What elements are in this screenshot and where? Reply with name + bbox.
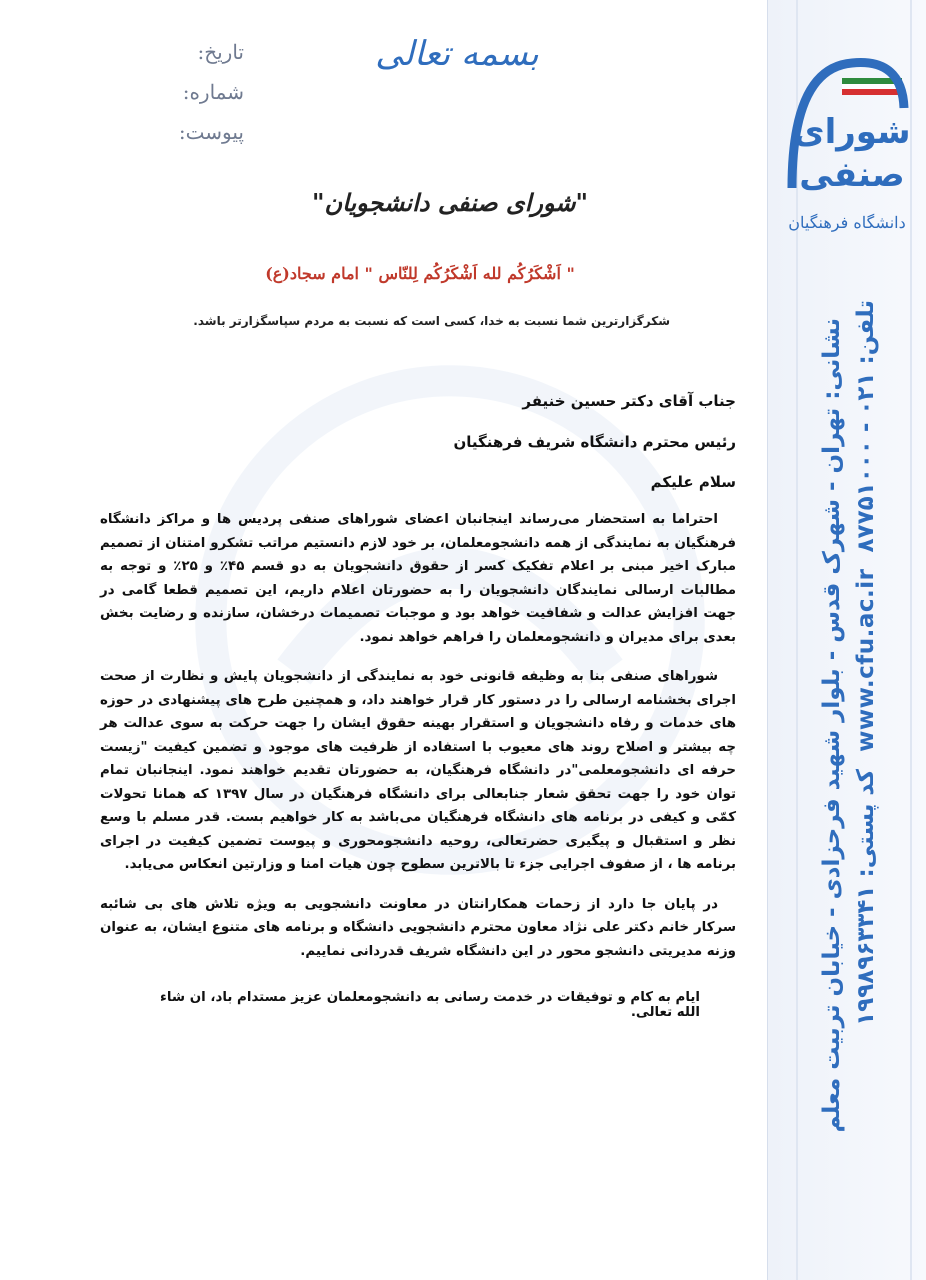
- letterhead-sidebar: [767, 0, 926, 1280]
- header-meta: [170, 32, 244, 152]
- number-label: شماره:: [182, 80, 244, 104]
- flag-stripe-red: [842, 89, 902, 95]
- address-text: نشانی: تهران - شهرک قدس - بلوار شهید فرحزادی - خیابان تربیت معلم: [819, 318, 845, 1133]
- paragraph: شوراهای صنفی بنا به وظیفه قانونی خود به نمایندگی از دانشجویان پایش و نظارت از صحت اجرای بخشنامه ارسالی را در دستور کار قرار خواهند داد، و همچنین طرح های پیشنهادی در حوزه های خدمات و رفاه دانشجویان و استقرار بهینه حقوق ایشان را جهت حرکت به سوی عدالت هر چه بیشتر و اصلاح روند های معیوب با استفاده از ظرفیت های موجود و تضمین کیفیت "زیست حرفه ای دانشجومعلمی"در دانشگاه فرهنگیان، به حضورتان تقدیم خواهند نمود. اینجانبان تمام توان خود را جهت تحقق شعار جنابعالی برای دانشگاه فرهنگیان در سال ۱۳۹۷ که همانا تحولات کمّی و کیفی در برنامه های دانشگاه فرهنگیان می‌باشد به کار خواهیم بست. قدر مسلم با وسع نظر و استقبال و پیگیری حضرتعالی، روحیه دانشجومحوری و پیوست تضمین کیفیت در اجرای برنامه ها ، از صفوف اجرایی جزء تا بالاترین سطوح چون هیات امنا و وزارتین انعکاس می‌یابد.: [100, 669, 736, 872]
- logo-line1: شورای: [793, 112, 911, 152]
- council-title: "شورای صنفی دانشجویان": [312, 188, 588, 217]
- greeting: سلام علیکم: [650, 473, 736, 491]
- recipient-name: جناب آقای دکتر حسین خنیفر: [522, 392, 736, 410]
- basmala-text: بسمه تعالی: [375, 34, 539, 74]
- basmala-calligraphy: [375, 10, 539, 90]
- date-label: تاریخ:: [197, 40, 244, 64]
- postal-code-text: کد پستی: ۱۹۹۸۹۶۳۳۴۱: [853, 768, 879, 1026]
- council-logo: [782, 38, 912, 238]
- closing-line: ایام به کام و توفیقات در خدمت رسانی به دانشجومعلمان عزیز مستدام باد، ان شاء الله تعالی.: [159, 990, 700, 1020]
- flag-stripe-white: [842, 84, 902, 89]
- attachment-label: پیوست:: [178, 120, 244, 144]
- phone-line: [848, 300, 884, 1026]
- paragraph: در پایان جا دارد از زحمات همکارانتان در معاونت دانشجویی به ویژه تلاش های بی شائبه سرکار خانم دکتر علی نژاد معاون محترم دانشجویی دانشگاه و برنامه های متنوع ایشان، به عنوان وزنه مدیریتی دانشجو محور در این دانشگاه شریف قدردانی نماییم.: [100, 896, 736, 959]
- hadith-quote: " اَشْکَرُکُم لله اَشْکَرُکُم لِلنّاس " امام سجاد(ع): [265, 264, 575, 283]
- phone-text: تلفن: ۰۲۱ - ۸۷۷۵۱۰۰۰: [853, 300, 879, 553]
- hadith-translation: شکرگزارترین شما نسبت به خدا، کسی است که نسبت به مردم سپاسگزارتر باشد.: [193, 314, 670, 328]
- logo-line2: صنفی: [799, 155, 905, 195]
- letter-body: [100, 508, 736, 979]
- paragraph: احتراما به استحضار می‌رساند اینجانبان اعضای شوراهای صنفی پردیس ها و مراکز دانشگاه فرهنگیان به نمایندگی از همه دانشجومعلمان، بر خود لازم دانستیم مراتب تشکرو امتنان از تصمیم مبارک اخیر مبنی بر اعلام تفکیک کسر از حقوق دانشجویان به دو قسم ۴۵٪ و ۲۵٪ و توجه به مطالبات ارسالی نمایندگان دانشجویان را به حضورتان اعلام داریم، این تصمیم قطعا گامی در جهت افزایش عدالت و شفافیت خواهد بود و موجبات تصمیمات درخشان، سازنده و رضایت بخش بعدی برای مدیران و دانشجومعلمان را فراهم خواهد نمود.: [100, 512, 736, 645]
- address-line: [821, 318, 844, 1132]
- recipient-title: رئیس محترم دانشگاه شریف فرهنگیان: [453, 433, 736, 451]
- website-text[interactable]: www.cfu.ac.ir: [853, 568, 879, 752]
- logo-university: دانشگاه فرهنگیان: [788, 213, 906, 232]
